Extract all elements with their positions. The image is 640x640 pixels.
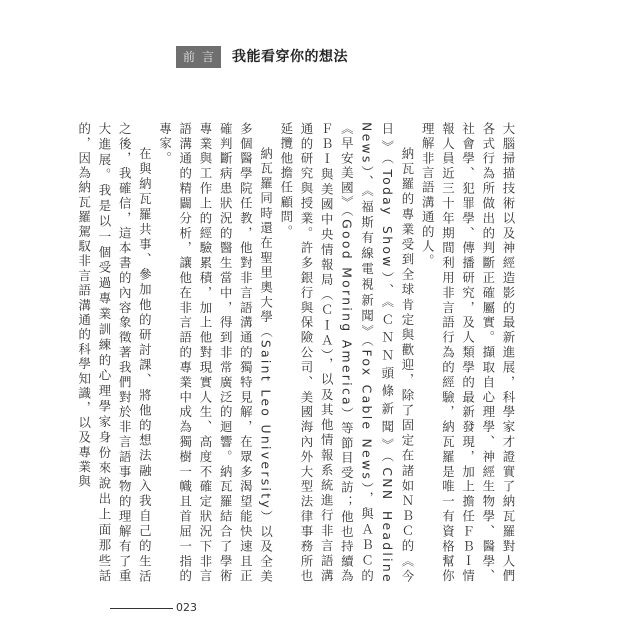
paragraph-4: 在與納瓦羅共事、參加他的研討課、將他的想法融入我自己的生活之後，我確信，這本書的內容象徵著我們對於非言語事物的理解有了重大進展。我是以一個受過專業訓練的心理學家身份來說出上面那些話的，因為納瓦羅駕馭非言語溝通的科學知識，以及專業與 [76,122,153,584]
section-label-char-1: 前 [183,50,196,64]
paragraph-3: 納瓦羅同時還在聖里奧大學（Saint Leo University）以及全美多個醫學院任教，他對非言語溝通的獨特見解，在眾多渴望能快速且正確判斷病患狀況的醫生當中，得到非常廣泛的迴響。納瓦羅結合了學術專業與工作上的經驗累積，加上他對現實人生、高度不確定狀況下非言語溝通的精闢分析，讓他在非言語的專業中成為獨樹一幟且首屈一指的專家。 [157,122,274,584]
paragraph-2: 納瓦羅的專業受到全球肯定與歡迎，除了固定在諸如ＮＢＣ的《今日》（Today Show）、《ＣＮＮ頭條新聞》（CNN Headline News）、《福斯有線電視新聞》（Fox Cable News），與ＡＢＣ的《早安美國》（Good Morning America）等節目受訪；他也持續為ＦＢＩ與美國中央情報局（ＣＩＡ），以及其他情報系統進行非言語溝通的研究與授業。許多銀行與保險公司、美國海內外大型法律事務所也延攬他擔任顧問。 [278,122,415,584]
chapter-title: 我能看穿你的想法 [232,49,348,65]
section-label [176,46,221,68]
page-number: 023 [176,601,197,614]
footer-rule [110,608,173,609]
body-text [76,122,518,584]
section-label-char-2: 言 [201,50,214,64]
paragraph-1: 大腦掃描技術以及神經造影的最新進展，科學家才證實了納瓦羅對人們各式行為所做出的判斷正確屬實。擷取自心理學、神經生物學、醫學、社會學、犯罪學、傳播研究，及人類學的最新發現，加上擔任ＦＢＩ情報人員近三十年期間利用非言語行為的經驗，納瓦羅是唯一有資格幫你理解非言語溝通的人。 [420,122,516,584]
